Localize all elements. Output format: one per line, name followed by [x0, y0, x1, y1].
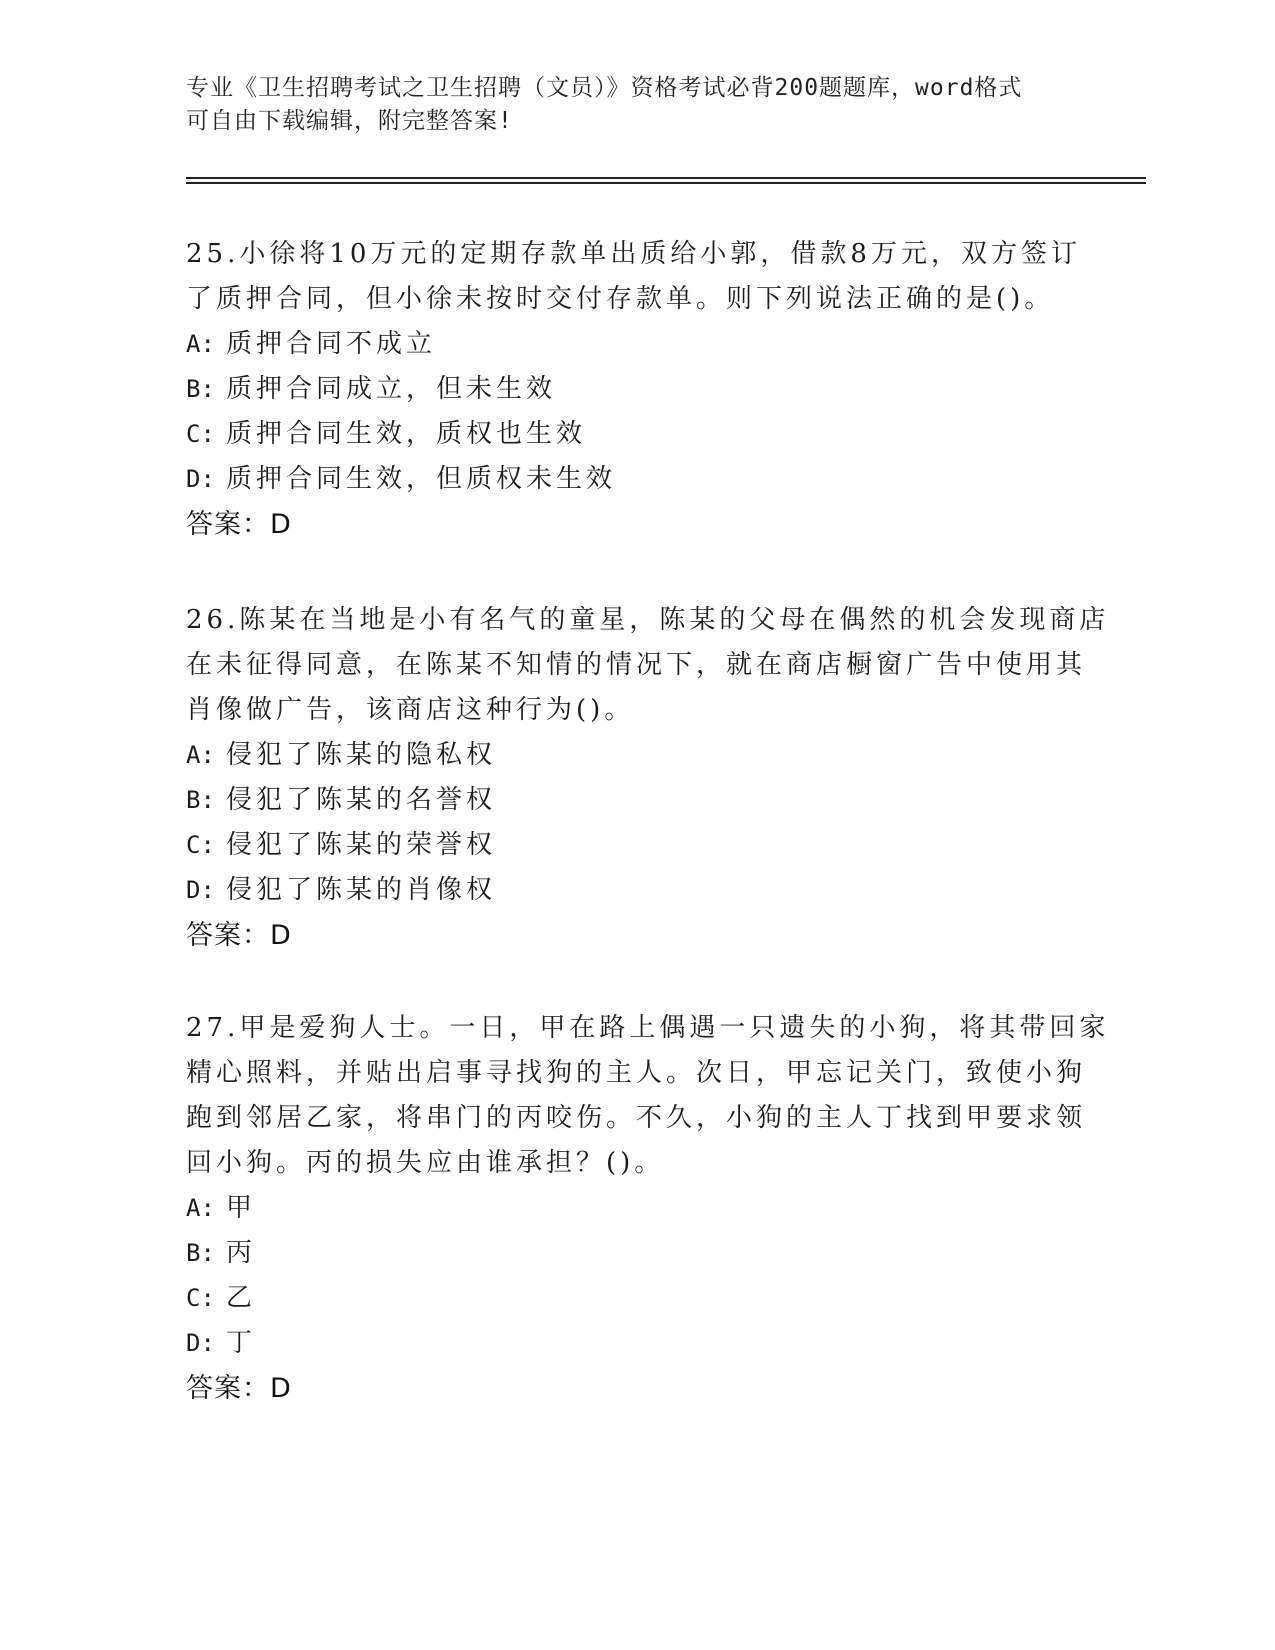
option-c: [186, 823, 1076, 868]
question-stem-line: 26.陈某在当地是小有名气的童星，陈某的父母在偶然的机会发现商店: [186, 605, 1110, 635]
question-26: [186, 598, 1110, 959]
option-text: 侵犯了陈某的隐私权: [226, 740, 497, 770]
header-line-2: 可自由下载编辑，附完整答案!: [186, 108, 513, 134]
option-letter: B:: [186, 375, 215, 403]
option-d: [186, 868, 1076, 913]
option-text: 质押合同生效，但质权未生效: [226, 464, 617, 494]
question-stem-line: 25.小徐将10万元的定期存款单出质给小郭，借款8万元，双方签订: [186, 239, 1081, 269]
question-stem-line: 回小狗。丙的损失应由谁承担？()。: [186, 1148, 665, 1178]
option-b: [186, 367, 1076, 412]
option-text: 乙: [226, 1283, 257, 1313]
option-text: 质押合同生效，质权也生效: [226, 419, 587, 449]
option-a: [186, 322, 1076, 367]
question-stem-line: 在未征得同意，在陈某不知情的情况下，就在商店橱窗广告中使用其: [186, 650, 1087, 680]
question-stem-line: 了质押合同，但小徐未按时交付存款单。则下列说法正确的是()。: [186, 284, 1055, 314]
option-b: [186, 1231, 1076, 1276]
option-a: [186, 733, 1076, 778]
option-letter: D:: [186, 465, 215, 493]
option-text: 丁: [226, 1328, 257, 1358]
option-b: [186, 778, 1076, 823]
option-letter: A:: [186, 741, 215, 769]
option-c: [186, 1276, 1076, 1321]
option-letter: D:: [186, 876, 215, 904]
option-letter: A:: [186, 1194, 215, 1222]
option-letter: A:: [186, 330, 215, 358]
option-a: [186, 1186, 1076, 1231]
option-letter: C:: [186, 420, 215, 448]
question-stem-line: 跑到邻居乙家，将串门的丙咬伤。不久，小狗的主人丁找到甲要求领: [186, 1103, 1087, 1133]
option-text: 甲: [226, 1193, 257, 1223]
answer-line: 答案：D: [186, 1373, 292, 1404]
option-text: 侵犯了陈某的荣誉权: [226, 830, 497, 860]
option-text: 侵犯了陈某的名誉权: [226, 785, 497, 815]
option-letter: C:: [186, 1284, 215, 1312]
option-d: [186, 457, 1076, 502]
option-letter: D:: [186, 1329, 215, 1357]
option-letter: C:: [186, 831, 215, 859]
option-d: [186, 1321, 1076, 1366]
option-text: 侵犯了陈某的肖像权: [226, 875, 497, 905]
header-divider-top: [186, 177, 1146, 179]
option-c: [186, 412, 1076, 457]
answer-line: 答案：D: [186, 920, 292, 951]
answer-line: 答案：D: [186, 509, 292, 540]
question-stem-line: 肖像做广告，该商店这种行为()。: [186, 695, 635, 725]
question-27: [186, 1006, 1110, 1412]
question-25: [186, 232, 1081, 548]
header-divider-bottom: [186, 182, 1146, 184]
option-text: 丙: [226, 1238, 257, 1268]
option-letter: B:: [186, 1239, 215, 1267]
option-text: 质押合同成立，但未生效: [226, 374, 557, 404]
header-line-1: 专业《卫生招聘考试之卫生招聘（文员）》资格考试必背200题题库，word格式: [186, 75, 1023, 101]
document-header: [186, 72, 1066, 138]
question-stem-line: 27.甲是爱狗人士。一日，甲在路上偶遇一只遗失的小狗，将其带回家: [186, 1013, 1110, 1043]
option-letter: B:: [186, 786, 215, 814]
question-stem-line: 精心照料，并贴出启事寻找狗的主人。次日，甲忘记关门，致使小狗: [186, 1058, 1087, 1088]
option-text: 质押合同不成立: [226, 329, 437, 359]
